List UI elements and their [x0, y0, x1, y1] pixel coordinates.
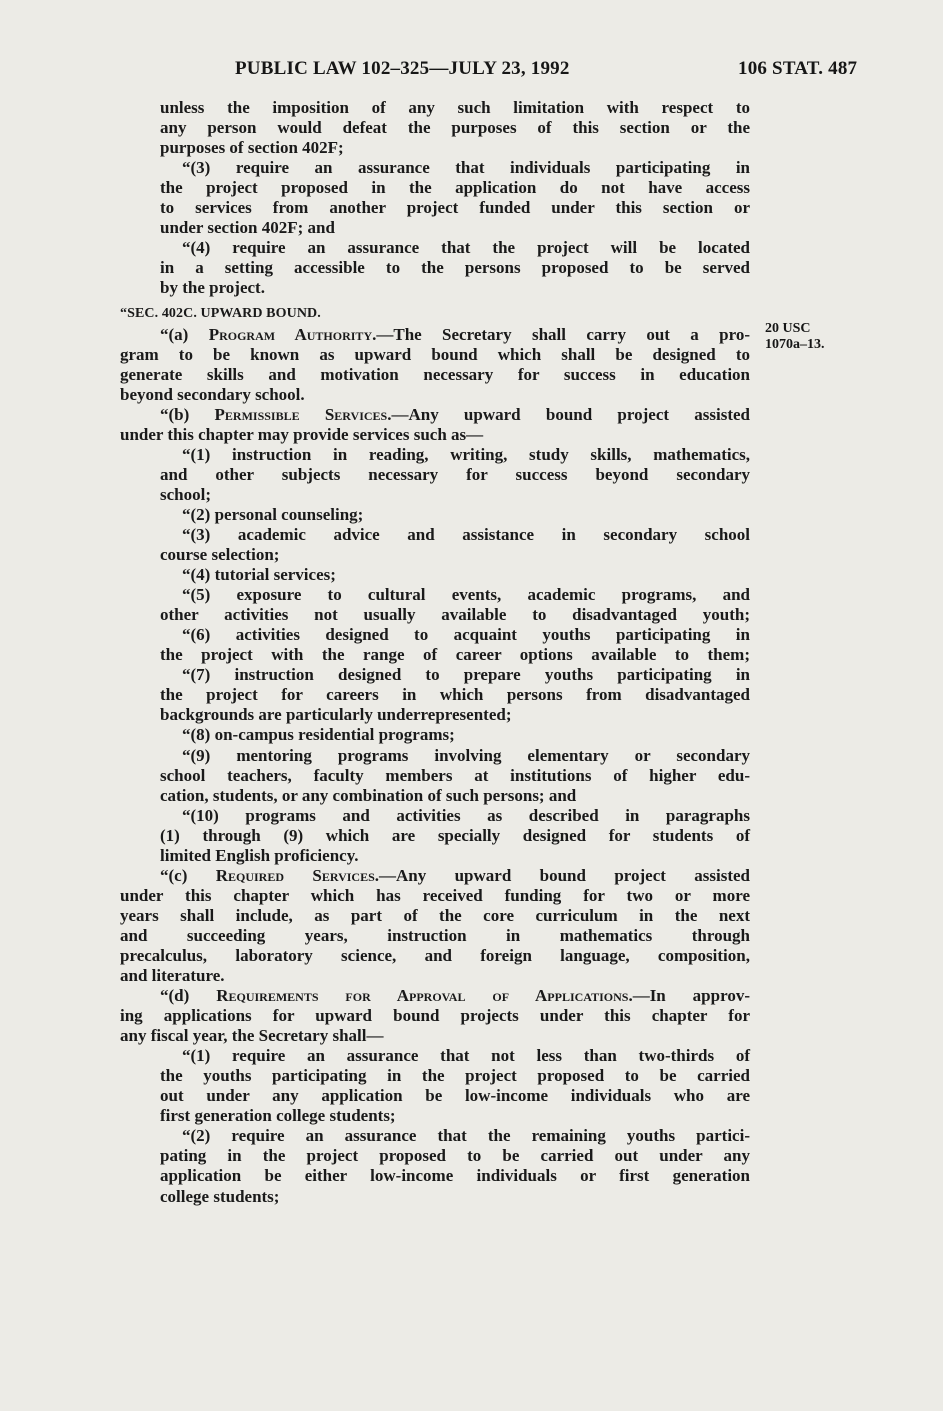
text-line: and other subjects necessary for success beyond secondary [160, 464, 750, 484]
text-line: college students; [160, 1186, 280, 1206]
running-head-title: PUBLIC LAW 102–325—JULY 23, 1992 [235, 58, 570, 79]
text-line: “(c) Required Services.—Any upward bound project assisted [160, 865, 751, 885]
text-line: “(4) tutorial services; [182, 565, 336, 585]
text-line: course selection; [160, 545, 280, 565]
text-line: the project with the range of career options available to them; [160, 645, 750, 665]
text-line: school teachers, faculty members at institutions of higher edu- [160, 765, 750, 785]
text-line: “(2) personal counseling; [182, 504, 364, 524]
text-line: years shall include, as part of the core curriculum in the next [120, 905, 750, 925]
text-line: “(8) on-campus residential programs; [182, 725, 455, 745]
text-line: “(b) Permissible Services.—Any upward bound project assisted [160, 404, 750, 424]
text-line: generate skills and motivation necessary for success in education [120, 364, 750, 384]
subsection-heading: Program Authority [208, 324, 373, 344]
text-line: cation, students, or any combination of such persons; and [160, 785, 577, 805]
text-line: “(4) require an assurance that the project will be located [182, 238, 750, 258]
text-line: “(1) require an assurance that not less than two-thirds of [182, 1046, 750, 1066]
text-line: backgrounds are particularly underrepresented; [160, 705, 512, 725]
text-line: “(9) mentoring programs involving elementary or secondary [182, 745, 750, 765]
subsection-heading: Requirements for Approval of Applications [216, 986, 629, 1006]
text-line: any person would defeat the purposes of this section or the [160, 118, 750, 138]
text-line: application be either low-income individuals or first generation [160, 1166, 750, 1186]
text-line: out under any application be low-income individuals who are [160, 1086, 750, 1106]
text-line: under this chapter may provide services such as— [120, 424, 484, 444]
text-line: by the project. [160, 278, 265, 298]
text-line: ing applications for upward bound projects under this chapter for [120, 1006, 750, 1026]
margin-citation-line: 1070a–13. [765, 337, 825, 352]
text-line: school; [160, 484, 211, 504]
text-line: “(1) instruction in reading, writing, study skills, mathematics, [182, 444, 750, 464]
text-line: under this chapter which has received funding for two or more [120, 885, 750, 905]
text-line: in a setting accessible to the persons proposed to be served [160, 258, 750, 278]
text-line: purposes of section 402F; [160, 138, 344, 158]
text-line: “(2) require an assurance that the remaining youths partici- [182, 1126, 750, 1146]
subsection-heading: Required Services [215, 865, 375, 885]
text-line: other activities not usually available to disadvantaged youth; [160, 605, 750, 625]
text-line: “(7) instruction designed to prepare youths participating in [182, 665, 750, 685]
text-line: “(3) academic advice and assistance in secondary school [182, 524, 750, 544]
text-line: gram to be known as upward bound which shall be designed to [120, 344, 750, 364]
statute-text [120, 98, 750, 1207]
margin-citation [765, 321, 825, 353]
text-line: “(5) exposure to cultural events, academic programs, and [182, 585, 750, 605]
section-heading: “SEC. 402C. UPWARD BOUND. [120, 306, 321, 322]
text-line: precalculus, laboratory science, and foreign language, composition, [120, 945, 750, 965]
text-line: the project for careers in which persons from disadvantaged [160, 685, 750, 705]
text-line: first generation college students; [160, 1106, 396, 1126]
text-line: any fiscal year, the Secretary shall— [120, 1026, 384, 1046]
page-stat-number: 106 STAT. 487 [738, 58, 858, 79]
text-line: the project proposed in the application do not have access [160, 178, 750, 198]
text-line: the youths participating in the project proposed to be carried [160, 1066, 750, 1086]
subsection-heading: Permissible Services [214, 404, 388, 424]
text-line: “(a) Program Authority.—The Secretary shall carry out a pro- [160, 324, 751, 344]
text-line: beyond secondary school. [120, 384, 305, 404]
text-line: “(10) programs and activities as described in paragraphs [182, 805, 750, 825]
text-line: “(d) Requirements for Approval of Applications.—In approv- [160, 986, 750, 1006]
text-line: “(6) activities designed to acquaint youths participating in [182, 625, 750, 645]
text-line: unless the imposition of any such limitation with respect to [160, 98, 750, 117]
text-line: limited English proficiency. [160, 845, 359, 865]
text-line: (1) through (9) which are specially designed for students of [160, 825, 750, 845]
text-line: pating in the project proposed to be carried out under any [160, 1146, 750, 1166]
text-line: and succeeding years, instruction in mathematics through [120, 925, 750, 945]
text-line: to services from another project funded under this section or [160, 198, 750, 218]
text-line: under section 402F; and [160, 218, 335, 238]
margin-citation-line: 20 USC [765, 321, 811, 336]
text-line: and literature. [120, 966, 225, 986]
text-line: “(3) require an assurance that individuals participating in [182, 158, 750, 178]
